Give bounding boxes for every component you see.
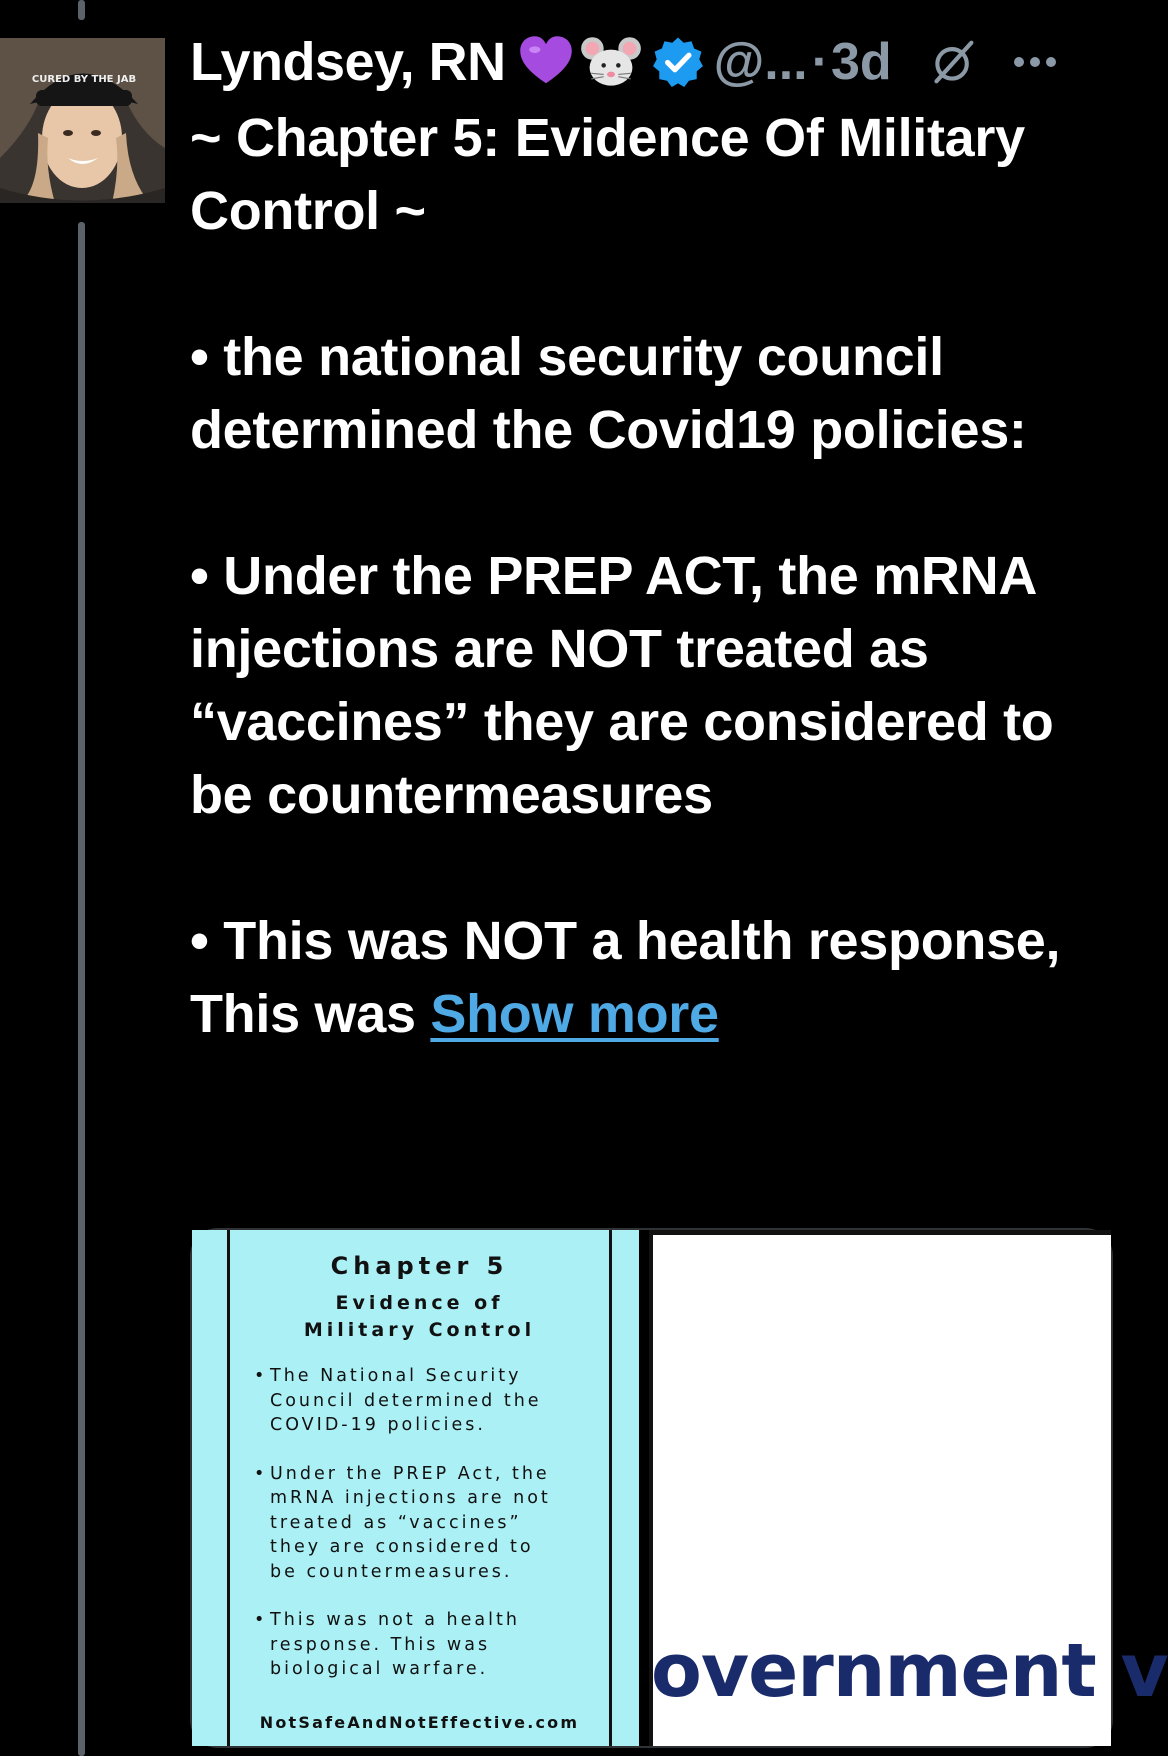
media-gallery <box>190 1228 1168 1748</box>
post-bullet-1: • the national security council determined the Covid19 policies: <box>190 327 1027 460</box>
post-bullet-2: • Under the PREP ACT, the mRNA injections are NOT treated as “vaccines” they are considered to be countermeasures <box>190 546 1054 825</box>
mouse-face-icon <box>580 33 642 91</box>
handle[interactable]: @... <box>713 33 808 91</box>
card-list-item: • Under the PREP Act, the mRNA injections are not treated as “vaccines” they are considered to be countermeasures. <box>254 1462 609 1585</box>
card-list-item: • The National Security Council determined the COVID-19 policies. <box>254 1364 609 1438</box>
more-options-icon[interactable] <box>1012 55 1058 69</box>
grok-icon[interactable] <box>930 39 976 85</box>
post-header <box>190 26 1135 98</box>
card-subtitle: Evidence of Military Control <box>303 1292 536 1341</box>
thread-line-top <box>78 0 85 20</box>
card-list <box>230 1364 609 1682</box>
post-bullet-3: • This was NOT a health response, This was <box>190 911 1061 1044</box>
post-bullet-3-container <box>190 905 1090 1051</box>
hat-text: CURED BY THE JAB <box>31 74 137 85</box>
post-heading: ~ Chapter 5: Evidence Of Military Control ~ <box>190 108 1025 241</box>
post-time[interactable]: 3d <box>830 33 892 91</box>
card-url: NotSafeAndNotEffective.com <box>259 1713 580 1732</box>
media-image-2[interactable] <box>649 1230 1168 1746</box>
separator: · <box>811 33 829 91</box>
media-image-1[interactable] <box>192 1230 649 1746</box>
purple-heart-icon <box>518 34 574 90</box>
image-2-text: overnment v <box>651 1628 1168 1714</box>
post-text <box>190 102 1090 1051</box>
show-more-link[interactable]: Show more <box>430 984 719 1044</box>
card-title: Chapter 5 <box>330 1252 509 1280</box>
border-line <box>609 1230 612 1746</box>
image-divider <box>639 1230 649 1746</box>
thread-line <box>78 222 85 1756</box>
border-line <box>649 1230 1111 1235</box>
avatar[interactable] <box>0 38 165 203</box>
verified-badge-icon[interactable] <box>652 36 704 88</box>
card-content <box>230 1252 609 1750</box>
card-list-item: • This was not a health response. This was biological warfare. <box>254 1608 609 1682</box>
display-name[interactable]: Lyndsey, RN <box>190 32 506 92</box>
